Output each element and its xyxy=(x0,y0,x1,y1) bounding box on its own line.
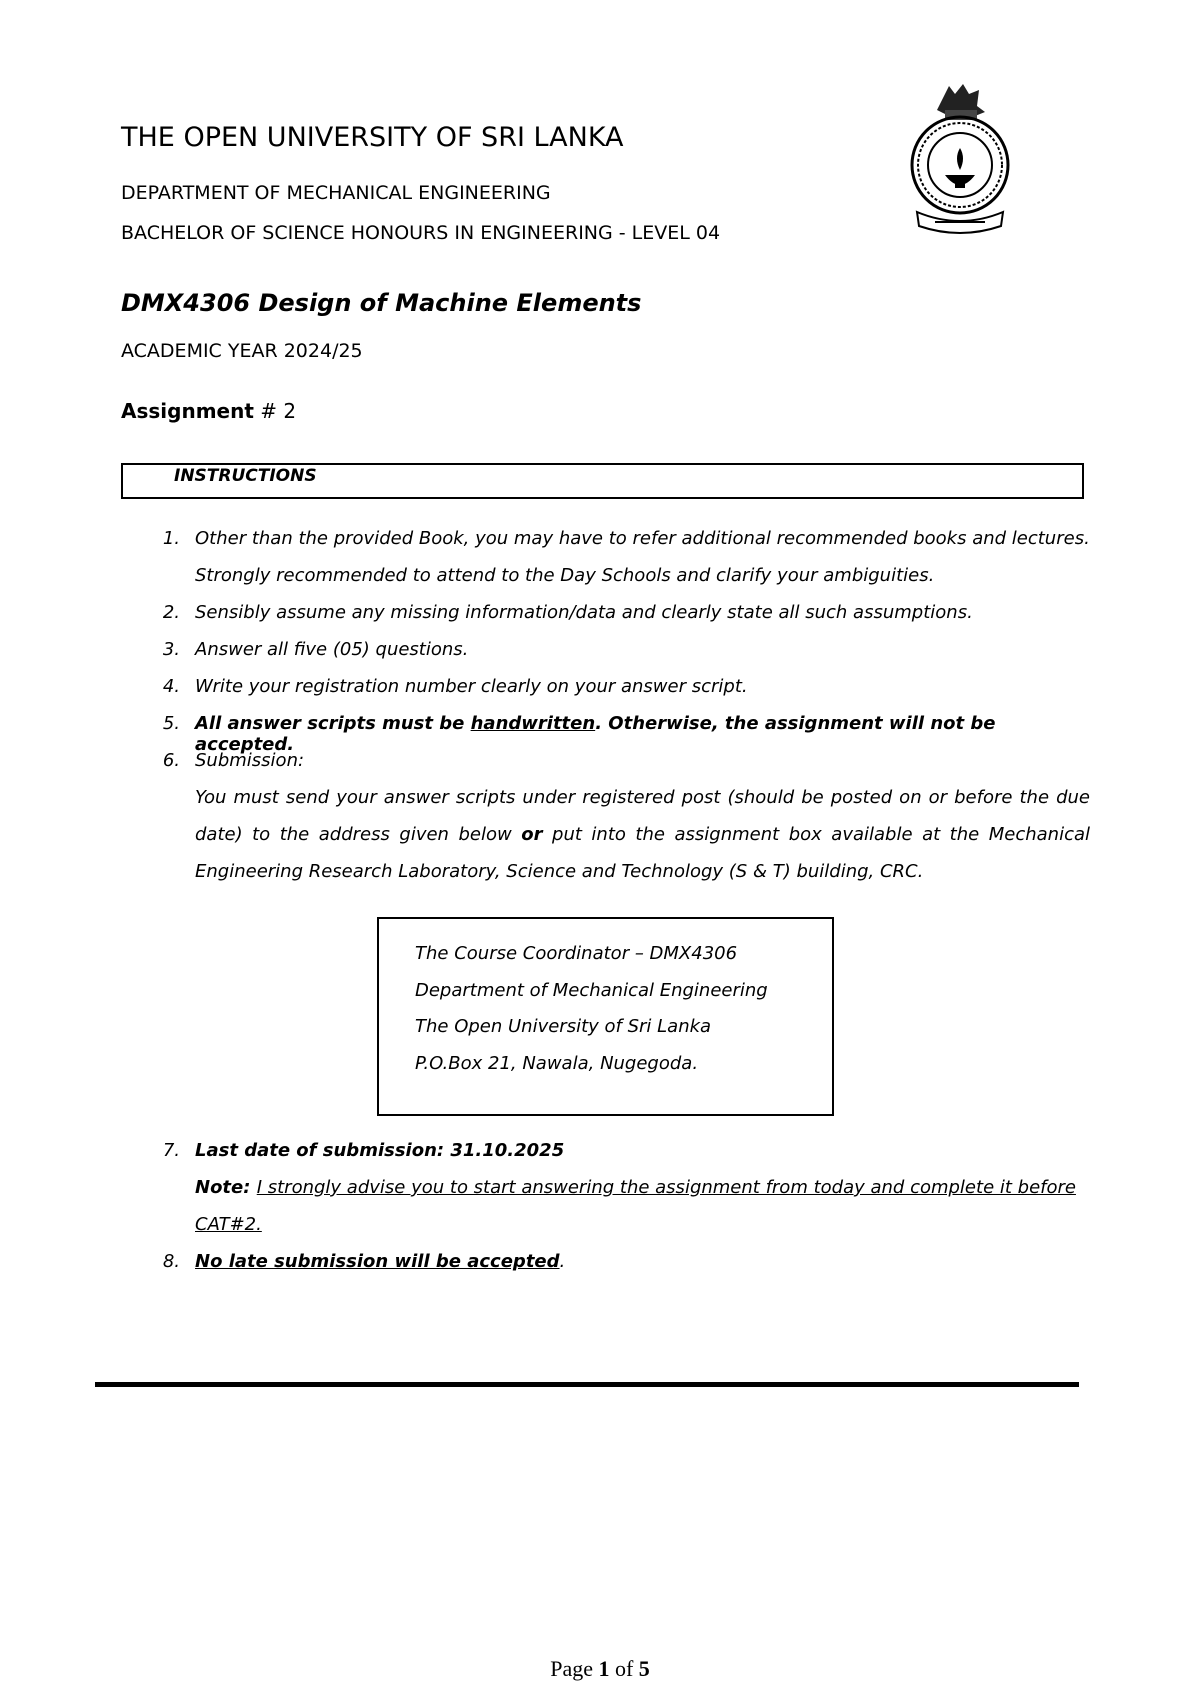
list-item xyxy=(150,528,1090,598)
list-item xyxy=(150,1140,1090,1250)
list-number: 7. xyxy=(162,1140,180,1161)
underlined-text: handwritten xyxy=(470,713,596,734)
bold-underlined-text: No late submission will be accepted xyxy=(195,1251,560,1272)
address-line: The Course Coordinator – DMX4306 xyxy=(415,943,738,964)
text-part: put into the assignment box available at the Mechanical xyxy=(542,824,1091,845)
horizontal-divider xyxy=(95,1382,1079,1387)
page-current: 1 xyxy=(598,1656,610,1681)
note-label: Note: xyxy=(195,1177,257,1198)
submission-paragraph-line: Engineering Research Laboratory, Science and Technology (S & T) building, CRC. xyxy=(195,861,924,882)
course-title: DMX4306 Design of Machine Elements xyxy=(121,289,642,317)
list-item xyxy=(150,750,1090,890)
text-part: . xyxy=(559,1251,566,1272)
list-text: Submission: xyxy=(195,750,305,771)
text-part: date) to the address given below xyxy=(195,824,522,845)
department-name: DEPARTMENT OF MECHANICAL ENGINEERING xyxy=(121,182,551,204)
list-text: Answer all five (05) questions. xyxy=(195,639,469,660)
university-crest-logo xyxy=(905,80,1015,240)
assignment-value: # 2 xyxy=(253,399,297,423)
page-number xyxy=(0,1656,1200,1682)
instructions-heading: INSTRUCTIONS xyxy=(174,466,317,486)
list-number: 4. xyxy=(162,676,180,697)
list-text: Other than the provided Book, you may have to refer additional recommended books and lectures. xyxy=(195,528,1090,549)
list-number: 1. xyxy=(162,528,180,549)
list-number: 3. xyxy=(162,639,180,660)
assignment-number xyxy=(121,399,296,423)
assignment-label: Assignment xyxy=(121,399,254,423)
page-of: of xyxy=(609,1656,639,1681)
list-number: 8. xyxy=(162,1251,180,1272)
list-text xyxy=(195,1251,1090,1272)
list-text: Write your registration number clearly on your answer script. xyxy=(195,676,748,697)
submission-deadline: Last date of submission: 31.10.2025 xyxy=(195,1140,565,1161)
note-line: CAT#2. xyxy=(195,1214,262,1235)
address-line: Department of Mechanical Engineering xyxy=(415,980,768,1001)
text-part: All answer scripts must be xyxy=(195,713,471,734)
note-line xyxy=(195,1177,1090,1198)
underlined-text: I strongly advise you to start answering the assignment from today and complete it before xyxy=(256,1177,1076,1198)
page-total: 5 xyxy=(638,1656,650,1681)
list-text: Sensibly assume any missing information/data and clearly state all such assumptions. xyxy=(195,602,973,623)
address-line: P.O.Box 21, Nawala, Nugegoda. xyxy=(415,1053,699,1074)
page-prefix: Page xyxy=(550,1656,599,1681)
list-number: 5. xyxy=(162,713,180,734)
degree-name: BACHELOR OF SCIENCE HONOURS IN ENGINEERING - LEVEL 04 xyxy=(121,222,721,244)
academic-year: ACADEMIC YEAR 2024/25 xyxy=(121,340,363,362)
list-number: 6. xyxy=(162,750,180,771)
submission-paragraph-line: You must send your answer scripts under registered post (should be posted on or before the due xyxy=(195,787,1090,808)
list-text: Strongly recommended to attend to the Day Schools and clarify your ambiguities. xyxy=(195,565,935,586)
text-part: . Otherwise, the assignment will not be accepted. xyxy=(195,713,996,755)
list-text xyxy=(195,713,1090,755)
address-line: The Open University of Sri Lanka xyxy=(415,1016,712,1037)
list-number: 2. xyxy=(162,602,180,623)
university-name: THE OPEN UNIVERSITY OF SRI LANKA xyxy=(121,122,624,153)
submission-paragraph-line xyxy=(195,824,1090,845)
bold-text: or xyxy=(521,824,543,845)
